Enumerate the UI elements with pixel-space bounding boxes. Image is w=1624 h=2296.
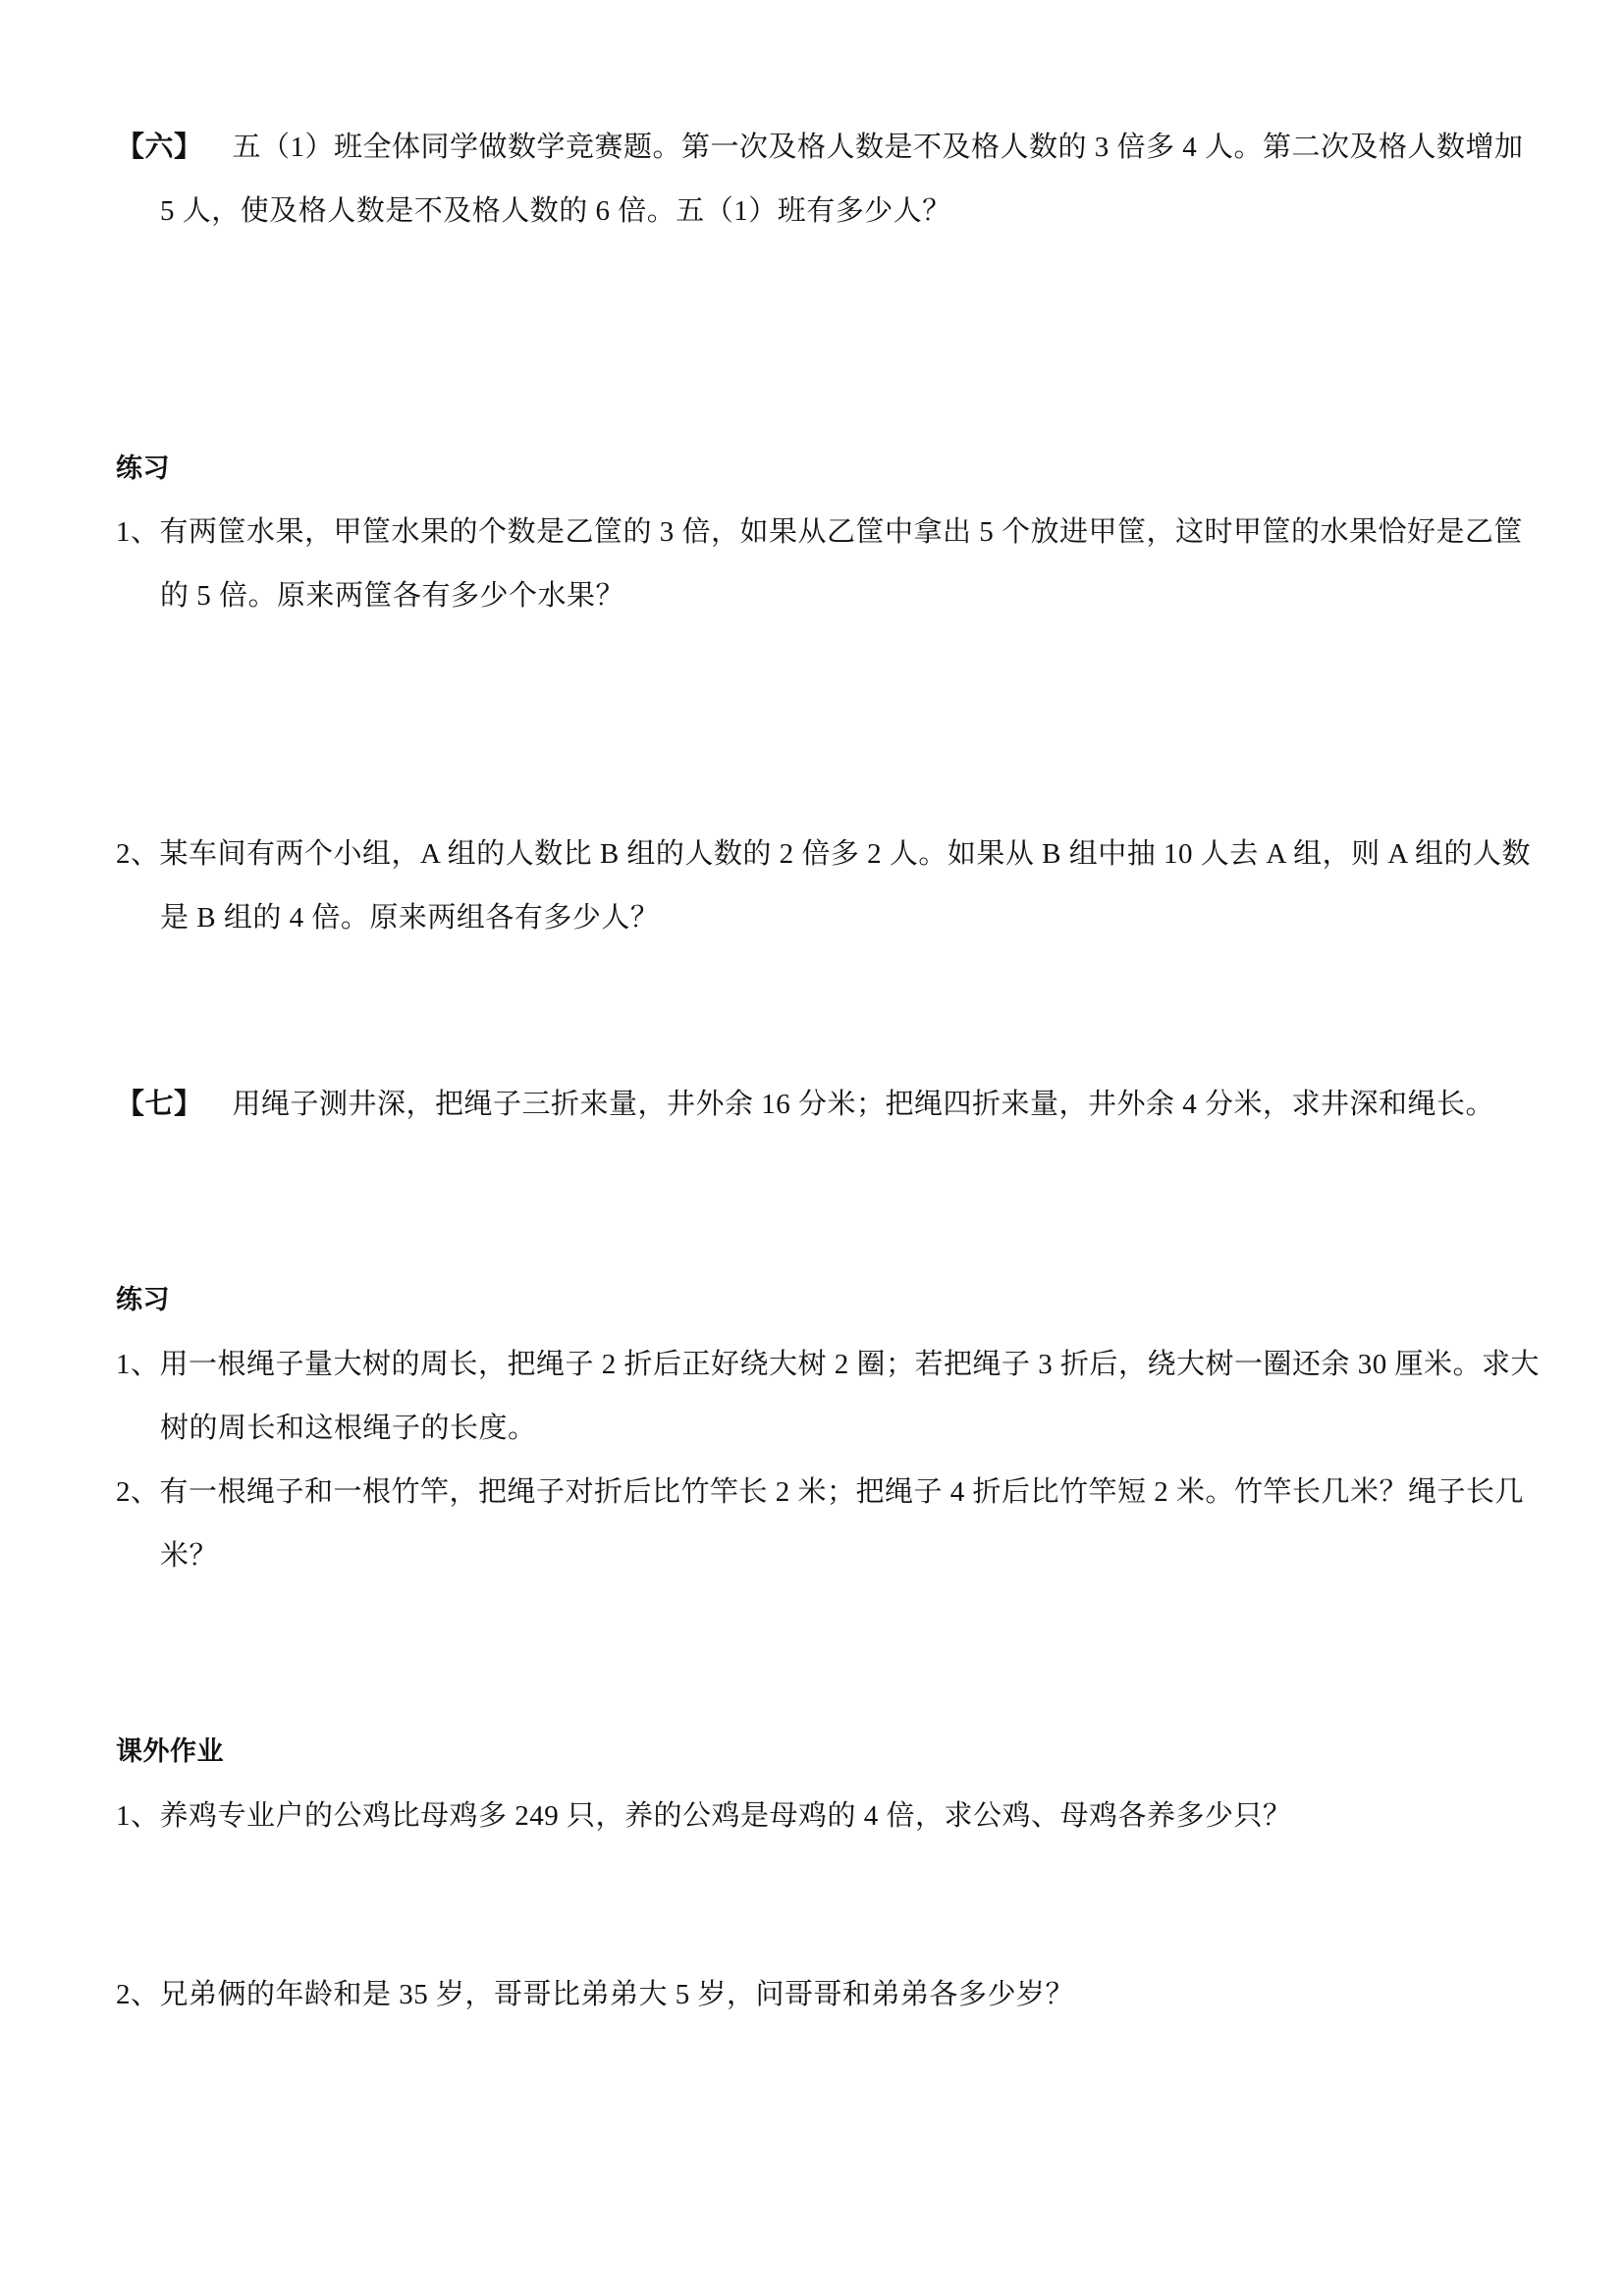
example-text: 五（1）班全体同学做数学竞赛题。第一次及格人数是不及格人数的 3 倍多 4 人。第二次及格人数增加 bbox=[232, 132, 1524, 163]
practice-2-item-2-line-1: 2、有一根绳子和一根竹竿，把绳子对折后比竹竿长 2 米；把绳子 4 折后比竹竿短 2 米。竹竿长几米？绳子长几 bbox=[116, 1476, 1525, 1508]
section-heading-homework: 课外作业 bbox=[116, 1736, 224, 1767]
example-label: 【六】 bbox=[116, 132, 203, 163]
practice-2-item-2-line-2: 米？ bbox=[160, 1540, 219, 1572]
example-6-line-1 bbox=[116, 128, 1524, 167]
practice-1-item-1-line-1: 1、有两筐水果，甲筐水果的个数是乙筐的 3 倍，如果从乙筐中拿出 5 个放进甲筐，这时甲筐的水果恰好是乙筐 bbox=[116, 516, 1524, 548]
example-7-line-1 bbox=[116, 1085, 1494, 1124]
example-text: 用绳子测井深，把绳子三折来量，井外余 16 分米；把绳四折来量，井外余 4 分米，求井深和绳长。 bbox=[232, 1089, 1495, 1120]
practice-2-item-1-line-1: 1、用一根绳子量大树的周长，把绳子 2 折后正好绕大树 2 圈；若把绳子 3 折后，绕大树一圈还余 30 厘米。求大 bbox=[116, 1349, 1541, 1380]
practice-1-item-2-line-1: 2、某车间有两个小组，A 组的人数比 B 组的人数的 2 倍多 2 人。如果从 B 组中抽 10 人去 A 组，则 A 组的人数 bbox=[116, 838, 1531, 870]
section-heading-practice: 练习 bbox=[116, 454, 170, 484]
homework-item-1: 1、养鸡专业户的公鸡比母鸡多 249 只，养的公鸡是母鸡的 4 倍，求公鸡、母鸡各养多少只？ bbox=[116, 1800, 1292, 1832]
practice-1-item-1-line-2: 的 5 倍。原来两筐各有多少个水果？ bbox=[160, 580, 625, 612]
example-6-line-2: 5 人，使及格人数是不及格人数的 6 倍。五（1）班有多少人？ bbox=[160, 195, 951, 227]
practice-1-item-2-line-2: 是 B 组的 4 倍。原来两组各有多少人？ bbox=[160, 902, 660, 934]
homework-item-2: 2、兄弟俩的年龄和是 35 岁，哥哥比弟弟大 5 岁，问哥哥和弟弟各多少岁？ bbox=[116, 1979, 1075, 2010]
section-heading-practice: 练习 bbox=[116, 1285, 170, 1315]
practice-2-item-1-line-2: 树的周长和这根绳子的长度。 bbox=[160, 1413, 537, 1444]
example-label: 【七】 bbox=[116, 1089, 203, 1120]
